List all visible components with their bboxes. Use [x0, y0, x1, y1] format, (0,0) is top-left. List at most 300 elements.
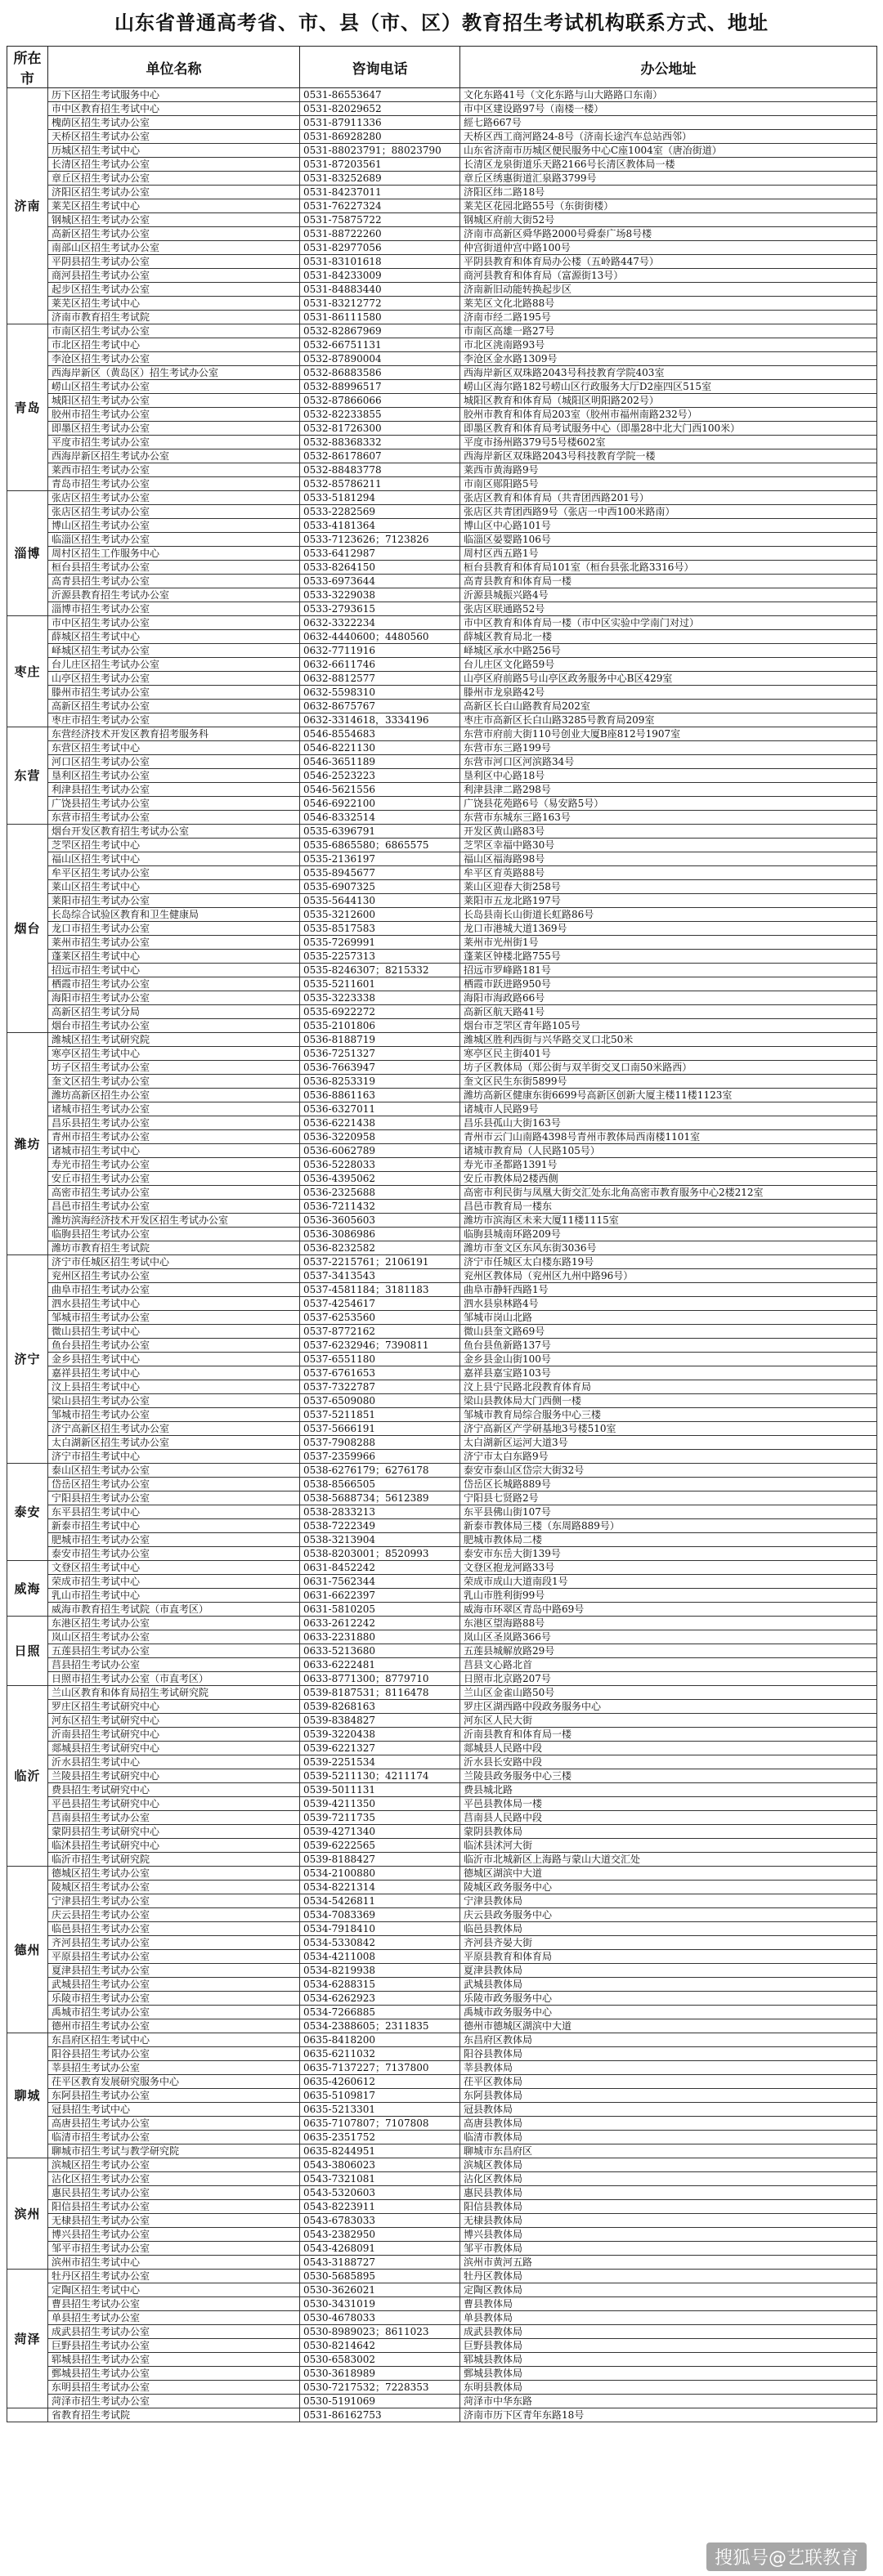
unit-name-cell: 即墨区招生考试办公室: [48, 422, 300, 436]
unit-name-cell: 东营市招生考试办公室: [48, 811, 300, 825]
unit-name-cell: 潍坊高新区招生办公室: [48, 1089, 300, 1102]
unit-name-cell: 潍城区招生考试研究院: [48, 1033, 300, 1047]
address-cell: 青州市云门山南路4398号青州市教体局西南楼1101室: [460, 1130, 877, 1144]
table-row: [7, 352, 877, 366]
phone-cell: 0543-6783033: [300, 2214, 460, 2228]
table-row: [7, 463, 877, 477]
address-cell: 东营市东城东三路163号: [460, 811, 877, 825]
table-row: [7, 269, 877, 283]
table-row: [7, 894, 877, 908]
address-cell: 广饶县花苑路6号（易安路5号）: [460, 797, 877, 811]
phone-cell: 0530-8989023；8611023: [300, 2325, 460, 2339]
unit-name-cell: 沂南县招生考试研究中心: [48, 1728, 300, 1742]
city-cell: 潍坊: [7, 1033, 48, 1255]
address-cell: 邹城市岗山北路: [460, 1311, 877, 1325]
table-row: [7, 1297, 877, 1311]
unit-name-cell: 历下区招生考试服务中心: [48, 88, 300, 102]
table-body: [7, 88, 877, 2422]
unit-name-cell: 寿光市招生考试办公室: [48, 1158, 300, 1172]
table-row: [7, 1547, 877, 1561]
table-row: [7, 1825, 877, 1839]
address-cell: 禹城市政务服务中心: [460, 2006, 877, 2019]
table-row: [7, 2283, 877, 2297]
table-row: [7, 1811, 877, 1825]
phone-cell: 0631-8452242: [300, 1561, 460, 1575]
unit-name-cell: 东昌府区招生考试中心: [48, 2033, 300, 2047]
table-row: [7, 2325, 877, 2339]
unit-name-cell: 德州市招生考试办公室: [48, 2019, 300, 2033]
address-cell: 罗庄区湖西路中段政务服务中心: [460, 1700, 877, 1714]
address-cell: 文登区抱龙河路33号: [460, 1561, 877, 1575]
address-cell: 新泰市教体局三楼（东周路889号）: [460, 1519, 877, 1533]
address-cell: 东昌府区教体局: [460, 2033, 877, 2047]
unit-name-cell: 济宁市招生考试中心: [48, 1450, 300, 1464]
phone-cell: 0532-81726300: [300, 422, 460, 436]
unit-name-cell: 烟台开发区教育招生考试办公室: [48, 825, 300, 839]
unit-name-cell: 莱州市招生考试办公室: [48, 936, 300, 950]
unit-name-cell: 临沭县招生考试研究中心: [48, 1839, 300, 1853]
unit-name-cell: 文登区招生考试中心: [48, 1561, 300, 1575]
address-cell: 五莲县城解放路29号: [460, 1644, 877, 1658]
unit-name-cell: 蓬莱区招生考试中心: [48, 950, 300, 964]
address-cell: 芝罘区幸福中路30号: [460, 839, 877, 852]
phone-cell: 0533-6973644: [300, 575, 460, 588]
table-row: [7, 1089, 877, 1102]
phone-cell: 0536-8188719: [300, 1033, 460, 1047]
address-cell: 开发区黄山路83号: [460, 825, 877, 839]
phone-cell: 0536-6221438: [300, 1116, 460, 1130]
unit-name-cell: 滕州市招生考试办公室: [48, 686, 300, 700]
table-row: [7, 1908, 877, 1922]
phone-cell: 0535-6922272: [300, 1005, 460, 1019]
header-city: 所在市: [7, 47, 48, 88]
table-row: [7, 1464, 877, 1478]
address-cell: 垦利区中心路18号: [460, 769, 877, 783]
table-row: [7, 491, 877, 505]
unit-name-cell: 鄄城县招生考试办公室: [48, 2367, 300, 2381]
address-cell: 单县教体局: [460, 2311, 877, 2325]
table-row: [7, 1200, 877, 1214]
phone-cell: 0539-8384827: [300, 1714, 460, 1728]
unit-name-cell: 钢城区招生考试办公室: [48, 213, 300, 227]
phone-cell: 0543-3188727: [300, 2256, 460, 2270]
table-row: [7, 449, 877, 463]
table-row: [7, 1269, 877, 1283]
unit-name-cell: 东营区招生考试中心: [48, 741, 300, 755]
phone-cell: 0635-5213301: [300, 2103, 460, 2117]
unit-name-cell: 沂源县教育招生考试办公室: [48, 588, 300, 602]
address-cell: 东营市河口区河滨路34号: [460, 755, 877, 769]
unit-name-cell: 鱼台县招生考试办公室: [48, 1339, 300, 1353]
city-cell: [7, 2408, 48, 2422]
unit-name-cell: 曹县招生考试办公室: [48, 2297, 300, 2311]
address-cell: 市南区郧阳路5号: [460, 477, 877, 491]
unit-name-cell: 潍坊滨海经济技术开发区招生考试办公室: [48, 1214, 300, 1228]
table-row: [7, 1964, 877, 1978]
phone-cell: 0530-5191069: [300, 2395, 460, 2408]
address-cell: 东营市府前大街110号创业大厦B座812号1907室: [460, 727, 877, 741]
unit-name-cell: 海阳市招生考试办公室: [48, 991, 300, 1005]
city-cell: 东营: [7, 727, 48, 825]
phone-cell: 0632-8675767: [300, 700, 460, 713]
address-cell: 峄城区承水中路256号: [460, 644, 877, 658]
unit-name-cell: 济宁高新区招生考试办公室: [48, 1422, 300, 1436]
unit-name-cell: 岚山区招生考试办公室: [48, 1630, 300, 1644]
table-row: [7, 1797, 877, 1811]
table-row: [7, 1353, 877, 1366]
phone-cell: 0537-7322787: [300, 1380, 460, 1394]
phone-cell: 0536-7211432: [300, 1200, 460, 1214]
phone-cell: 0535-7269991: [300, 936, 460, 950]
address-cell: 郯城县人民路中段: [460, 1742, 877, 1755]
address-cell: 鄄城县教体局: [460, 2367, 877, 2381]
address-cell: 无棣县教体局: [460, 2214, 877, 2228]
unit-name-cell: 安丘市招生考试办公室: [48, 1172, 300, 1186]
table-row: [7, 1894, 877, 1908]
address-cell: 沂南县教育和体育局一楼: [460, 1728, 877, 1742]
phone-cell: 0535-8945677: [300, 866, 460, 880]
table-row: [7, 1672, 877, 1686]
address-cell: 山东省济南市历城区便民服务中心C座1004室（唐冶街道）: [460, 144, 877, 158]
address-cell: 博山区中心路101号: [460, 519, 877, 533]
table-row: [7, 616, 877, 630]
unit-name-cell: 阳信县招生考试办公室: [48, 2200, 300, 2214]
unit-name-cell: 高新区招生考试办公室: [48, 227, 300, 241]
table-row: [7, 1394, 877, 1408]
address-cell: 沂水县长安路中段: [460, 1755, 877, 1769]
table-row: [7, 922, 877, 936]
table-row: [7, 2256, 877, 2270]
address-cell: 陵城区政务服务中心: [460, 1881, 877, 1894]
phone-cell: 0530-6583002: [300, 2353, 460, 2367]
unit-name-cell: 平原县招生考试办公室: [48, 1950, 300, 1964]
unit-name-cell: 平邑县招生考试研究中心: [48, 1797, 300, 1811]
phone-cell: 0532-86178607: [300, 449, 460, 463]
address-cell: 平阴县教育和体育局办公楼（五岭路447号）: [460, 255, 877, 269]
phone-cell: 0635-7107807；7107808: [300, 2117, 460, 2131]
address-cell: 临朐县城南环路209号: [460, 1228, 877, 1241]
table-row: [7, 1603, 877, 1617]
table-row: [7, 1033, 877, 1047]
table-row: [7, 811, 877, 825]
table-row: [7, 1478, 877, 1491]
phone-cell: 0635-8418200: [300, 2033, 460, 2047]
address-cell: 梁山县教体局大门西侧一楼: [460, 1394, 877, 1408]
unit-name-cell: 东阿县招生考试办公室: [48, 2089, 300, 2103]
unit-name-cell: 利津县招生考试办公室: [48, 783, 300, 797]
unit-name-cell: 西海岸新区（黄岛区）招生考试办公室: [48, 366, 300, 380]
address-cell: 蒙阴县教体局: [460, 1825, 877, 1839]
phone-cell: 0536-6327011: [300, 1102, 460, 1116]
address-cell: 海阳市海政路66号: [460, 991, 877, 1005]
table-row: [7, 755, 877, 769]
address-cell: 菏泽市中华东路: [460, 2395, 877, 2408]
phone-cell: 0530-8214642: [300, 2339, 460, 2353]
unit-name-cell: 长岛综合试验区教育和卫生健康局: [48, 908, 300, 922]
table-row: [7, 1436, 877, 1450]
table-row: [7, 2158, 877, 2172]
address-cell: 泰安市东岳大街139号: [460, 1547, 877, 1561]
table-row: [7, 380, 877, 394]
phone-cell: 0530-4678033: [300, 2311, 460, 2325]
table-row: [7, 2075, 877, 2089]
address-cell: 福山区福海路98号: [460, 852, 877, 866]
phone-cell: 0535-8246307；8215332: [300, 964, 460, 977]
address-cell: 仲宫街道仲宫中路100号: [460, 241, 877, 255]
unit-name-cell: 济阳区招生考试办公室: [48, 186, 300, 199]
phone-cell: 0537-2359966: [300, 1450, 460, 1464]
address-cell: 曹县教体局: [460, 2297, 877, 2311]
unit-name-cell: 夏津县招生考试办公室: [48, 1964, 300, 1978]
address-cell: 威海市环翠区青岛中路69号: [460, 1603, 877, 1617]
table-row: [7, 1505, 877, 1519]
address-cell: 临沂市北城新区上海路与蒙山大道交汇处: [460, 1853, 877, 1867]
address-cell: 高新区长白山路教育局202室: [460, 700, 877, 713]
table-row: [7, 297, 877, 311]
unit-name-cell: 东平县招生考试中心: [48, 1505, 300, 1519]
unit-name-cell: 兖州区招生考试办公室: [48, 1269, 300, 1283]
phone-cell: 0531-86928280: [300, 130, 460, 144]
city-cell: 菏泽: [7, 2270, 48, 2408]
table-row: [7, 2228, 877, 2242]
table-row: [7, 1589, 877, 1603]
table-row: [7, 964, 877, 977]
phone-cell: 0538-8203001；8520993: [300, 1547, 460, 1561]
unit-name-cell: 东营经济技术开发区教育招考服务科: [48, 727, 300, 741]
unit-name-cell: 新泰市招生考试中心: [48, 1519, 300, 1533]
unit-name-cell: 兰山区教育和体育局招生考试研究院: [48, 1686, 300, 1700]
unit-name-cell: 起步区招生考试办公室: [48, 283, 300, 297]
phone-cell: 0531-82029652: [300, 102, 460, 116]
table-row: [7, 1172, 877, 1186]
phone-cell: 0632-4440600；4480560: [300, 630, 460, 644]
unit-name-cell: 费县招生考试研究中心: [48, 1783, 300, 1797]
unit-name-cell: 金乡县招生考试中心: [48, 1353, 300, 1366]
table-row: [7, 2200, 877, 2214]
address-cell: 微山县奎文路69号: [460, 1325, 877, 1339]
address-cell: 定陶区教体局: [460, 2283, 877, 2297]
unit-name-cell: 岱岳区招生考试办公室: [48, 1478, 300, 1491]
phone-cell: 0537-7908288: [300, 1436, 460, 1450]
phone-cell: 0533-7123626；7123826: [300, 533, 460, 547]
phone-cell: 0532-88368332: [300, 436, 460, 449]
address-cell: 东平县佛山街107号: [460, 1505, 877, 1519]
contact-table: [7, 46, 877, 2422]
address-cell: 昌乐县孤山大街163号: [460, 1116, 877, 1130]
table-row: [7, 1144, 877, 1158]
address-cell: 郓城县教体局: [460, 2353, 877, 2367]
unit-name-cell: 泰山区招生考试办公室: [48, 1464, 300, 1478]
unit-name-cell: 莱山区招生考试中心: [48, 880, 300, 894]
phone-cell: 0532-82867969: [300, 324, 460, 338]
table-row: [7, 2408, 877, 2422]
unit-name-cell: 聊城市招生考试与教学研究院: [48, 2144, 300, 2158]
table-row: [7, 1644, 877, 1658]
phone-cell: 0530-7217532；7228353: [300, 2381, 460, 2395]
phone-cell: 0536-8253319: [300, 1075, 460, 1089]
address-cell: 招远市罗峰路181号: [460, 964, 877, 977]
unit-name-cell: 昌邑市招生考试办公室: [48, 1200, 300, 1214]
unit-name-cell: 邹平市招生考试办公室: [48, 2242, 300, 2256]
phone-cell: 0632-3322234: [300, 616, 460, 630]
unit-name-cell: 蒙阴县招生考试研究中心: [48, 1825, 300, 1839]
phone-cell: 0532-66751131: [300, 338, 460, 352]
phone-cell: 0546-3651189: [300, 755, 460, 769]
address-cell: 山亭区府前路5号山亭区政务服务中心B区429室: [460, 672, 877, 686]
phone-cell: 0633-8771300；8779710: [300, 1672, 460, 1686]
unit-name-cell: 高唐县招生考试办公室: [48, 2117, 300, 2131]
address-cell: 高密市利民街与凤凰大街交汇处东北角高密市教育服务中心2楼212室: [460, 1186, 877, 1200]
unit-name-cell: 惠民县招生考试办公室: [48, 2186, 300, 2200]
unit-name-cell: 庆云县招生考试办公室: [48, 1908, 300, 1922]
table-row: [7, 2172, 877, 2186]
table-row: [7, 186, 877, 199]
address-cell: 寿光市圣都路1391号: [460, 1158, 877, 1172]
unit-name-cell: 莱芜区招生考试中心: [48, 199, 300, 213]
table-row: [7, 2214, 877, 2228]
phone-cell: 0537-5211851: [300, 1408, 460, 1422]
phone-cell: 0531-87911336: [300, 116, 460, 130]
table-row: [7, 950, 877, 964]
table-row: [7, 213, 877, 227]
phone-cell: 0631-6622397: [300, 1589, 460, 1603]
phone-cell: 0534-7083369: [300, 1908, 460, 1922]
unit-name-cell: 定陶区招生考试中心: [48, 2283, 300, 2297]
phone-cell: 0533-2282569: [300, 505, 460, 519]
address-cell: 莱州市光州街1号: [460, 936, 877, 950]
table-row: [7, 1158, 877, 1172]
address-cell: 高新区航天路41号: [460, 1005, 877, 1019]
unit-name-cell: 青州市招生考试办公室: [48, 1130, 300, 1144]
unit-name-cell: 诸城市招生考试中心: [48, 1144, 300, 1158]
phone-cell: 0546-6922100: [300, 797, 460, 811]
unit-name-cell: 市南区招生考试办公室: [48, 324, 300, 338]
phone-cell: 0536-3086986: [300, 1228, 460, 1241]
address-cell: 张店区联通路52号: [460, 602, 877, 616]
table-row: [7, 2006, 877, 2019]
unit-name-cell: 沂水县招生考试中心: [48, 1755, 300, 1769]
phone-cell: 0536-7251327: [300, 1047, 460, 1061]
phone-cell: 0531-83101618: [300, 255, 460, 269]
phone-cell: 0543-2382950: [300, 2228, 460, 2242]
table-row: [7, 2381, 877, 2395]
table-row: [7, 1561, 877, 1575]
phone-cell: 0536-7663947: [300, 1061, 460, 1075]
address-cell: 城阳区教育和体育局（城阳区明阳路202号）: [460, 394, 877, 408]
table-row: [7, 311, 877, 324]
unit-name-cell: 莱芜区招生考试中心: [48, 297, 300, 311]
phone-cell: 0533-8264150: [300, 561, 460, 575]
table-row: [7, 324, 877, 338]
address-cell: 商河县教育和体育局（富源街13号）: [460, 269, 877, 283]
phone-cell: 0632-8812577: [300, 672, 460, 686]
unit-name-cell: 高新区招生考试办公室: [48, 700, 300, 713]
phone-cell: 0535-6865580；6865575: [300, 839, 460, 852]
address-cell: 武城县教体局: [460, 1978, 877, 1992]
table-row: [7, 1241, 877, 1255]
phone-cell: 0535-8517583: [300, 922, 460, 936]
phone-cell: 0537-6551180: [300, 1353, 460, 1366]
table-row: [7, 1283, 877, 1297]
address-cell: 曲阜市静轩西路1号: [460, 1283, 877, 1297]
unit-name-cell: 崂山区招生考试办公室: [48, 380, 300, 394]
phone-cell: 0537-6761653: [300, 1366, 460, 1380]
address-cell: 东阿县教体局: [460, 2089, 877, 2103]
table-row: [7, 686, 877, 700]
phone-cell: 0539-8268163: [300, 1700, 460, 1714]
table-row: [7, 1019, 877, 1033]
phone-cell: 0537-6509080: [300, 1394, 460, 1408]
unit-name-cell: 胶州市招生考试办公室: [48, 408, 300, 422]
unit-name-cell: 五莲县招生考试办公室: [48, 1644, 300, 1658]
address-cell: 岱岳区长城路889号: [460, 1478, 877, 1491]
address-cell: 成武县教体局: [460, 2325, 877, 2339]
unit-name-cell: 长清区招生考试办公室: [48, 158, 300, 172]
unit-name-cell: 天桥区招生考试办公室: [48, 130, 300, 144]
city-cell: 青岛: [7, 324, 48, 491]
address-cell: 龙口市港城大道1369号: [460, 922, 877, 936]
address-cell: 宁阳县七贤路2号: [460, 1491, 877, 1505]
address-cell: 济南市经二路195号: [460, 311, 877, 324]
unit-name-cell: 泰安市招生考试办公室: [48, 1547, 300, 1561]
unit-name-cell: 南部山区招生考试办公室: [48, 241, 300, 255]
table-row: [7, 2186, 877, 2200]
address-cell: 崂山区海尔路182号崂山区行政服务大厅D2座四区515室: [460, 380, 877, 394]
phone-cell: 0531-84237011: [300, 186, 460, 199]
table-row: [7, 1380, 877, 1394]
address-cell: 即墨区教育和体育局考试服务中心（即墨28中北大门西100米）: [460, 422, 877, 436]
table-row: [7, 1769, 877, 1783]
phone-cell: 0539-8187531；8116478: [300, 1686, 460, 1700]
unit-name-cell: 商河县招生考试办公室: [48, 269, 300, 283]
table-row: [7, 2019, 877, 2033]
phone-cell: 0632-7711916: [300, 644, 460, 658]
table-row: [7, 366, 877, 380]
address-cell: 文化东路41号（文化东路与山大路路口东南）: [460, 88, 877, 102]
table-row: [7, 1839, 877, 1853]
unit-name-cell: 单县招生考试办公室: [48, 2311, 300, 2325]
address-cell: 潍城区胜利西街与兴华路交叉口北50米: [460, 1033, 877, 1047]
city-cell: 滨州: [7, 2158, 48, 2270]
address-cell: 胶州市教育和体育局203室（胶州市福州南路232号）: [460, 408, 877, 422]
table-row: [7, 1450, 877, 1464]
address-cell: 钢城区府前大街52号: [460, 213, 877, 227]
phone-cell: 0535-3212600: [300, 908, 460, 922]
phone-cell: 0534-8219938: [300, 1964, 460, 1978]
table-row: [7, 575, 877, 588]
address-cell: 兰陵县政务服务中心三楼: [460, 1769, 877, 1783]
table-row: [7, 852, 877, 866]
address-cell: 滕州市龙泉路42号: [460, 686, 877, 700]
table-row: [7, 1700, 877, 1714]
table-row: [7, 1533, 877, 1547]
phone-cell: 0536-2325688: [300, 1186, 460, 1200]
city-cell: 日照: [7, 1617, 48, 1686]
table-row: [7, 1116, 877, 1130]
unit-name-cell: 槐荫区招生考试办公室: [48, 116, 300, 130]
address-cell: 庆云县政务服务中心: [460, 1908, 877, 1922]
phone-cell: 0539-3220438: [300, 1728, 460, 1742]
unit-name-cell: 荣成市招生考试中心: [48, 1575, 300, 1589]
phone-cell: 0530-3626021: [300, 2283, 460, 2297]
unit-name-cell: 禹城市招生考试办公室: [48, 2006, 300, 2019]
unit-name-cell: 诸城市招生考试办公室: [48, 1102, 300, 1116]
table-row: [7, 130, 877, 144]
unit-name-cell: 冠县招生考试中心: [48, 2103, 300, 2117]
city-cell: 泰安: [7, 1464, 48, 1561]
address-cell: 兖州区教体局（兖州区九州中路96号）: [460, 1269, 877, 1283]
phone-cell: 0537-4581184；3181183: [300, 1283, 460, 1297]
